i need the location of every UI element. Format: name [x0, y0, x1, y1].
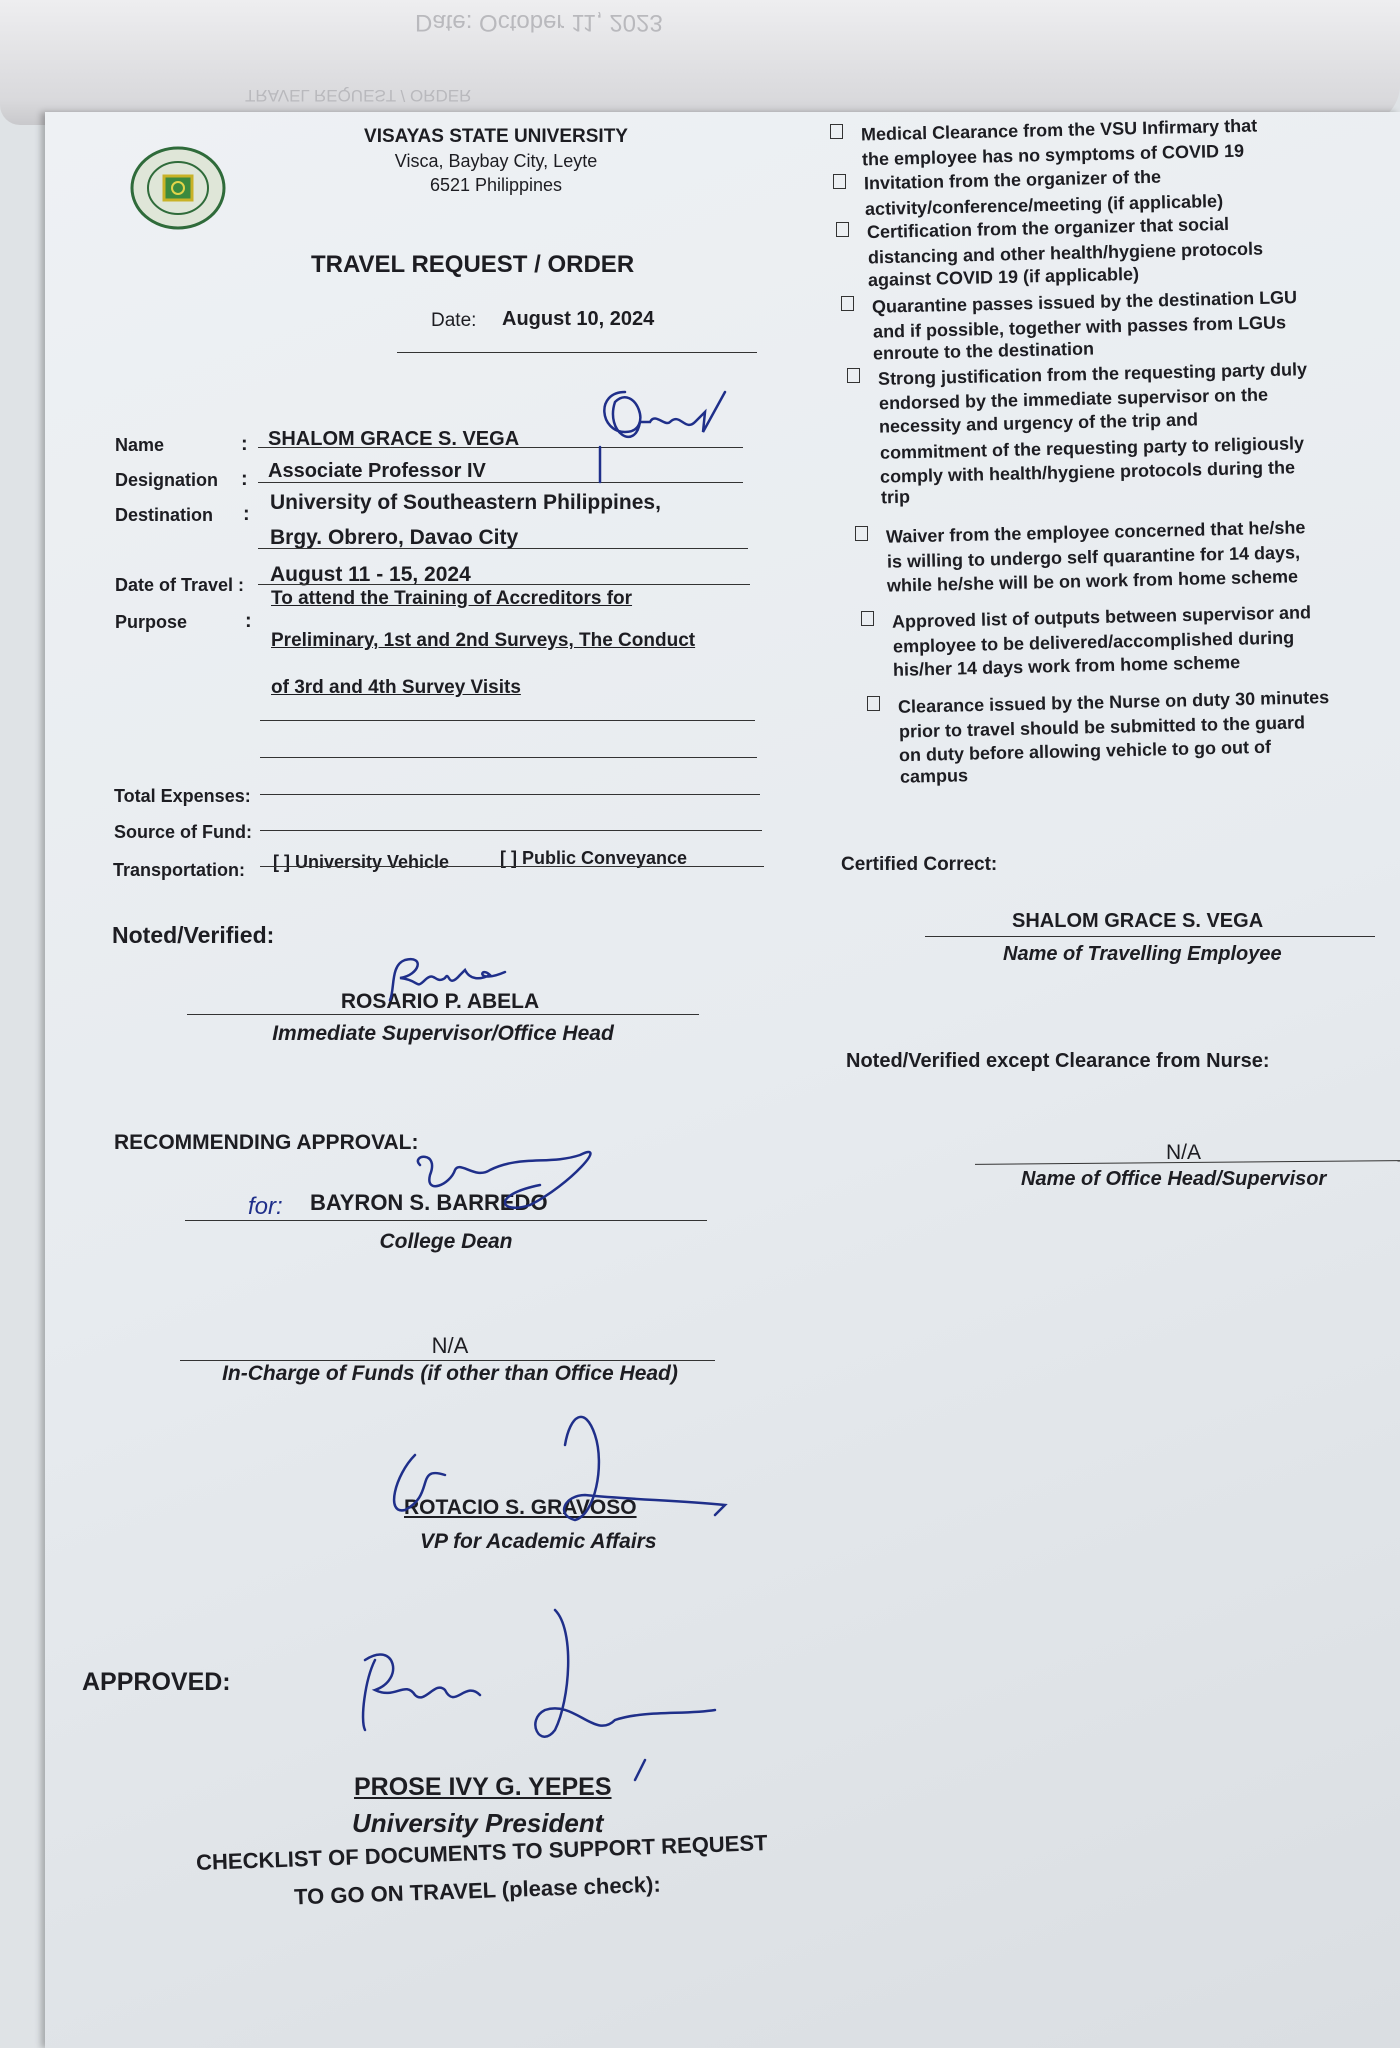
checklist-checkbox[interactable]	[847, 368, 860, 383]
field-line	[258, 482, 743, 483]
supervisor-signature	[385, 950, 525, 1010]
transportation-label: Transportation:	[113, 860, 246, 880]
checklist-item-text: on duty before allowing vehicle to go out of	[899, 736, 1272, 766]
checklist-item-text: activity/conference/meeting (if applicable)	[864, 190, 1223, 219]
checklist-item-text: and if possible, together with passes from LGUs	[872, 311, 1286, 342]
checklist-item-text: Approved list of outputs between supervisor and	[891, 602, 1312, 632]
president-title: University President	[352, 1808, 604, 1838]
funds-incharge-name: N/A	[431, 1333, 469, 1358]
purpose-line-2: Preliminary, 1st and 2nd Surveys, The Conduct	[271, 630, 696, 651]
employee-signature	[595, 372, 745, 482]
checklist-item-text: is willing to undergo self quarantine for 14 days,	[886, 541, 1300, 572]
bleed-through-date: Date: October 11, 2023	[415, 9, 663, 36]
public-conveyance-option[interactable]: [ ] Public Conveyance	[500, 848, 688, 868]
supervisor-title: Immediate Supervisor/Office Head	[272, 1022, 614, 1045]
supervisor-name: ROSARIO P. ABELA	[340, 990, 540, 1013]
checklist-item-text: his/her 14 days work from home scheme	[892, 652, 1241, 680]
bleed-through-title: TRAVEL REQUEST / ORDER	[245, 86, 472, 105]
checklist-item-text: necessity and urgency of the trip and	[878, 409, 1199, 437]
checklist-item-text: Quarantine passes issued by the destination LGU	[871, 287, 1298, 317]
checklist-item-text: the employee has no symptoms of COVID 19	[861, 140, 1244, 169]
university-seal-logo	[128, 146, 228, 231]
approved-label: APPROVED:	[82, 1668, 231, 1696]
colon: :	[243, 503, 250, 525]
name-value: SHALOM GRACE S. VEGA	[268, 428, 520, 450]
checklist-item-text: Clearance issued by the Nurse on duty 30 minutes	[897, 687, 1330, 717]
colon: :	[245, 610, 252, 632]
nurse-exception-label: Noted/Verified except Clearance from Nurse:	[846, 1050, 1270, 1072]
checklist-heading-2: TO GO ON TRAVEL (please check):	[293, 1871, 662, 1910]
purpose-line-1: To attend the Training of Accreditors for	[271, 588, 633, 609]
designation-value: Associate Professor IV	[268, 460, 486, 482]
checklist-item-text: while he/she will be on work from home scheme	[887, 566, 1299, 596]
field-line	[260, 720, 755, 721]
checklist-item-text: campus	[899, 764, 969, 787]
purpose-line-3: of 3rd and 4th Survey Visits	[271, 677, 521, 698]
destination-value: University of Southeastern Philippines,	[270, 491, 661, 514]
checklist-checkbox[interactable]	[833, 174, 846, 189]
president-name: PROSE IVY G. YEPES	[354, 1773, 612, 1801]
checklist-item-text: Invitation from the organizer of the	[863, 166, 1162, 194]
certified-correct-label: Certified Correct:	[841, 854, 998, 875]
form-title: TRAVEL REQUEST / ORDER	[311, 251, 635, 278]
noted-verified-label: Noted/Verified:	[112, 922, 275, 948]
checklist-item-text: prior to travel should be submitted to the guard	[898, 711, 1305, 742]
vp-name: ROTACIO S. GRAVOSO	[404, 1496, 637, 1519]
university-address: Visca, Baybay City, Leyte	[394, 151, 598, 171]
signature-line	[187, 1014, 699, 1015]
signature-line	[180, 1360, 715, 1361]
checklist-item-text: Medical Clearance from the VSU Infirmary that	[860, 115, 1258, 145]
field-line	[258, 584, 750, 585]
checklist-heading: CHECKLIST OF DOCUMENTS TO SUPPORT REQUEST	[195, 1830, 768, 1875]
checklist-item-text: Certification from the organizer that social	[866, 213, 1230, 243]
field-line	[260, 757, 757, 758]
office-head-title: Name of Office Head/Supervisor	[1021, 1168, 1327, 1190]
date-label: Date:	[431, 310, 477, 331]
name-label: Name	[115, 435, 165, 455]
checklist-item-text: Strong justification from the requesting party duly	[877, 359, 1308, 389]
source-of-fund-label: Source of Fund:	[114, 822, 252, 842]
date-line	[397, 352, 757, 353]
field-line	[258, 548, 748, 549]
source-of-fund-line	[260, 830, 762, 831]
university-name: VISAYAS STATE UNIVERSITY	[364, 126, 628, 147]
destination-value-2: Brgy. Obrero, Davao City	[270, 526, 519, 549]
checklist-checkbox[interactable]	[830, 124, 843, 139]
employee-title: Name of Travelling Employee	[1003, 943, 1282, 965]
office-head-name: N/A	[1166, 1141, 1202, 1164]
employee-name: SHALOM GRACE S. VEGA	[1012, 910, 1264, 932]
university-vehicle-option[interactable]: [ ] University Vehicle	[273, 852, 450, 872]
checklist-item-text: Waiver from the employee concerned that he/she	[885, 517, 1306, 547]
president-signature	[355, 1600, 725, 1760]
dean-signature	[380, 1125, 610, 1225]
dean-title: College Dean	[379, 1230, 513, 1253]
colon: :	[241, 433, 248, 455]
date-of-travel-value: August 11 - 15, 2024	[270, 563, 471, 586]
dean-name: BAYRON S. BARREDO	[310, 1190, 548, 1215]
checklist-item-text: endorsed by the immediate supervisor on the	[878, 384, 1268, 413]
signature-line	[925, 936, 1375, 937]
funds-incharge-title: In-Charge of Funds (if other than Office Head)	[222, 1362, 678, 1385]
colon: :	[241, 468, 248, 490]
checklist-checkbox[interactable]	[836, 222, 849, 237]
checklist-item-text: comply with health/hygiene protocols during the	[880, 457, 1296, 487]
field-line	[260, 866, 764, 867]
checklist-checkbox[interactable]	[855, 526, 868, 541]
destination-label: Destination	[115, 505, 214, 525]
dean-signature-prefix: for:	[248, 1193, 283, 1220]
checklist-checkbox[interactable]	[861, 611, 874, 626]
university-postal: 6521 Philippines	[429, 175, 563, 195]
total-expenses-label: Total Expenses:	[114, 786, 251, 806]
checklist-item-text: enroute to the destination	[872, 338, 1095, 364]
vp-title: VP for Academic Affairs	[420, 1530, 657, 1553]
designation-label: Designation	[115, 470, 219, 490]
checklist-checkbox[interactable]	[867, 696, 880, 711]
checklist-item-text: distancing and other health/hygiene protocols	[867, 238, 1263, 267]
date-value: August 10, 2024	[502, 308, 655, 330]
checklist-item-text: commitment of the requesting party to religiously	[879, 432, 1305, 463]
recommending-approval-label: RECOMMENDING APPROVAL:	[114, 1131, 419, 1154]
vp-signature	[375, 1405, 735, 1535]
total-expenses-line	[260, 794, 760, 795]
checklist-item-text: against COVID 19 (if applicable)	[867, 263, 1140, 291]
purpose-label: Purpose	[115, 612, 188, 632]
previous-page-fold	[0, 0, 1400, 125]
checklist-item-text: employee to be delivered/accomplished during	[892, 626, 1294, 657]
date-of-travel-label: Date of Travel :	[115, 575, 245, 595]
checklist-checkbox[interactable]	[841, 296, 854, 311]
checklist-item-text: trip	[880, 486, 911, 507]
